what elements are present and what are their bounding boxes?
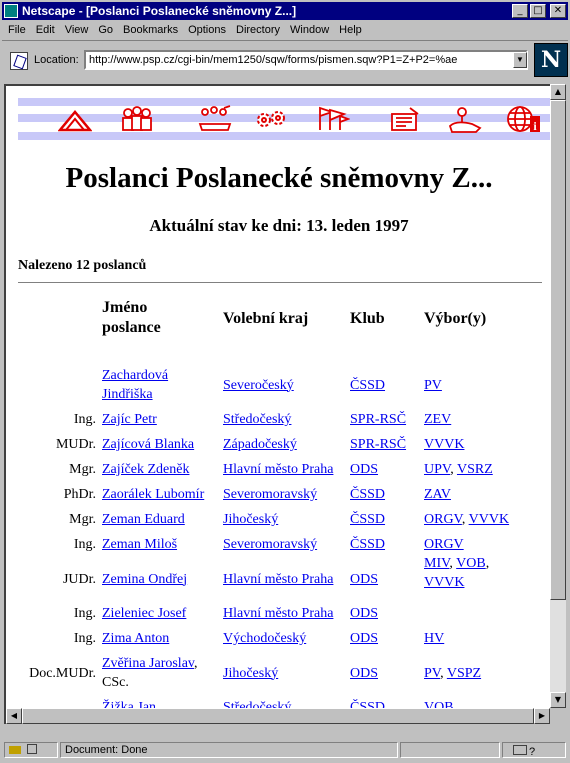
location-label: Location: [34,54,79,66]
committee-link[interactable]: ORGV [424,512,462,527]
committee-link[interactable]: PV [424,377,442,393]
member-title: MUDr. [55,437,96,452]
page-content [4,84,550,724]
member-title: Ing. [73,412,96,427]
club-link[interactable]: ČSSD [350,377,386,393]
scroll-up-button[interactable]: ▲ [550,84,566,100]
region-link[interactable]: Hlavní město Praha [223,606,334,621]
menu-directory[interactable]: Directory [236,24,281,36]
member-name-cell [102,410,212,429]
committees-cell: ORGV, VVVK [424,512,510,527]
club-link[interactable]: ČSSD [350,537,386,552]
scroll-left-button[interactable]: ◀ [6,708,22,724]
menu-view[interactable]: View [64,24,89,36]
member-name-link[interactable]: Zeman Eduard [102,512,185,527]
region-link[interactable]: Hlavní město Praha [223,571,334,587]
region-link[interactable]: Severomoravský [223,487,318,502]
url-history-dropdown[interactable]: ▼ [513,52,527,68]
horizontal-scroll-thumb[interactable] [22,708,534,724]
committee-link[interactable]: ORGV [424,537,464,552]
status-bar [2,740,568,760]
mail-icon[interactable]: ? [502,742,566,758]
committee-link[interactable]: VVVK [468,512,510,527]
menu-options[interactable]: Options [188,24,226,36]
committee-link[interactable]: ZAV [424,487,451,502]
region-link[interactable]: Severomoravský [223,537,318,552]
member-name-link[interactable]: Zajíček Zdeněk [102,462,190,477]
menu-bookmarks[interactable]: Bookmarks [123,24,179,36]
member-title: JUDr. [62,571,96,587]
club-link[interactable]: ČSSD [350,512,386,527]
club-link[interactable]: ODS [350,571,379,587]
location-toolbar [2,40,568,80]
result-count: Nalezeno 12 poslanců [18,258,147,273]
press-icon[interactable] [388,104,422,134]
member-name-link[interactable]: Zvěřina Jaroslav [102,656,194,671]
committees-cell [424,535,528,554]
member-name-link[interactable]: Zajícová Blanka [102,437,195,452]
column-header-club: Klub [350,310,385,327]
divider [18,282,542,284]
navigation-banner [18,98,550,142]
member-name-link[interactable]: Zaorálek Lubomír [102,487,205,502]
committee-link[interactable]: HV [424,631,445,646]
member-title: Ing. [73,537,96,552]
date-subtitle: Aktuální stav ke dni: 13. leden 1997 [149,216,409,235]
member-title: Ing. [73,606,96,621]
region-link[interactable]: Středočeský [223,412,292,427]
member-name-cell [102,535,212,554]
security-key-icon[interactable] [4,742,58,758]
netscape-app-icon[interactable] [4,4,18,18]
members-icon[interactable] [120,104,154,134]
menu-file[interactable]: File [8,24,26,36]
committee-link[interactable]: VVVK [424,437,465,452]
member-name-cell: Zvěřina Jaroslav, CSc. [102,656,198,690]
scroll-corner [550,708,566,724]
flags-icon[interactable] [316,104,350,134]
member-degree-suffix: CSc. [102,675,129,690]
member-title: Doc.MUDr. [29,665,96,681]
svg-text:i: i [533,119,537,133]
club-link[interactable]: SPR-RSČ [350,437,407,452]
location-url-field[interactable]: http://www.psp.cz/cgi-bin/mem1250/sqw/forms/pismen.sqw?P1=Z+P2=%ae [84,50,528,70]
menu-edit[interactable]: Edit [35,24,55,36]
gears-icon[interactable] [254,104,288,134]
member-name-cell [102,570,212,589]
committees-cell [424,629,528,648]
club-link[interactable]: ČSSD [350,487,386,502]
netscape-logo[interactable]: N [534,43,568,77]
telephone-icon[interactable] [448,104,482,134]
region-link[interactable]: Východočeský [223,631,307,646]
close-button[interactable]: ✕ [550,4,566,18]
member-name-link[interactable]: Zeman Miloš [102,537,178,552]
committees-cell: MIV, VOB, VVVK [424,556,490,590]
member-name-link[interactable]: Zieleniec Josef [102,606,187,621]
vertical-scrollbar[interactable] [550,84,566,708]
club-link[interactable]: ODS [350,631,379,646]
committees-cell: UPV, VSRZ [424,462,493,477]
committee-link[interactable]: VSPZ [446,665,482,681]
committees-cell [424,485,528,504]
window-title: Netscape - [Poslanci Poslanecké sněmovny Z...] [22,4,297,18]
committee-link[interactable]: VVVK [424,575,465,590]
menu-bar [2,21,568,39]
member-name-link[interactable]: Zachardová Jindřiška [102,368,169,402]
progress-area [400,742,500,758]
member-name-cell [102,629,212,648]
menu-window[interactable]: Window [290,24,330,36]
member-name-cell [102,460,212,479]
member-name-link[interactable]: Zajíc Petr [102,412,157,427]
member-title: PhDr. [63,487,96,502]
club-link[interactable]: ODS [350,665,379,681]
globe-info-icon[interactable] [506,104,540,134]
member-name-cell [102,604,212,623]
region-link[interactable]: Jihočeský [223,665,279,681]
status-text: Document: Done [60,742,398,758]
assembly-icon[interactable] [198,104,232,134]
menu-go[interactable]: Go [98,24,114,36]
committee-link[interactable]: VOB [456,556,486,571]
committee-link[interactable]: UPV [424,462,451,477]
club-link[interactable]: ODS [350,606,379,621]
committees-cell: PV, VSPZ [424,665,482,681]
horizontal-scrollbar[interactable] [6,708,550,724]
member-title: Mgr. [69,462,96,477]
bookmark-icon[interactable] [10,52,28,70]
committee-link[interactable]: MIV [424,556,450,571]
region-link[interactable]: Západočeský [223,437,297,452]
member-title: Mgr. [69,512,96,527]
region-link[interactable]: Severočeský [223,377,294,393]
committees-cell [424,410,528,429]
club-link[interactable]: SPR-RSČ [350,412,407,427]
committees-cell [424,435,528,454]
club-link[interactable]: ODS [350,462,379,477]
member-name-cell [102,485,212,504]
home-icon[interactable] [58,104,92,134]
column-header-committees: Výbor(y) [424,310,487,327]
member-name-link[interactable]: Zima Anton [102,631,170,646]
region-link[interactable]: Jihočeský [223,512,279,527]
member-name-link[interactable]: Zemina Ondřej [102,571,188,587]
member-title: Ing. [73,631,96,646]
committee-link[interactable]: PV [424,665,441,681]
column-header-name: Jméno poslance [102,299,161,336]
member-name-cell [102,510,212,529]
column-header-region: Volební kraj [223,310,309,327]
region-link[interactable]: Hlavní město Praha [223,462,334,477]
page-title: Poslanci Poslanecké sněmovny Z... [65,162,493,194]
window-titlebar [2,2,568,20]
minimize-button[interactable]: _ [512,4,528,18]
maximize-button[interactable]: □ [530,4,546,18]
member-name-cell [102,366,212,404]
scroll-down-button[interactable]: ▼ [550,692,566,708]
committee-link[interactable]: ZEV [424,412,452,427]
committees-cell [424,376,528,395]
vertical-scroll-thumb[interactable] [550,100,566,600]
menu-help[interactable]: Help [339,24,362,36]
committee-link[interactable]: VSRZ [456,462,493,477]
member-name-cell [102,435,212,454]
scroll-right-button[interactable]: ▶ [534,708,550,724]
